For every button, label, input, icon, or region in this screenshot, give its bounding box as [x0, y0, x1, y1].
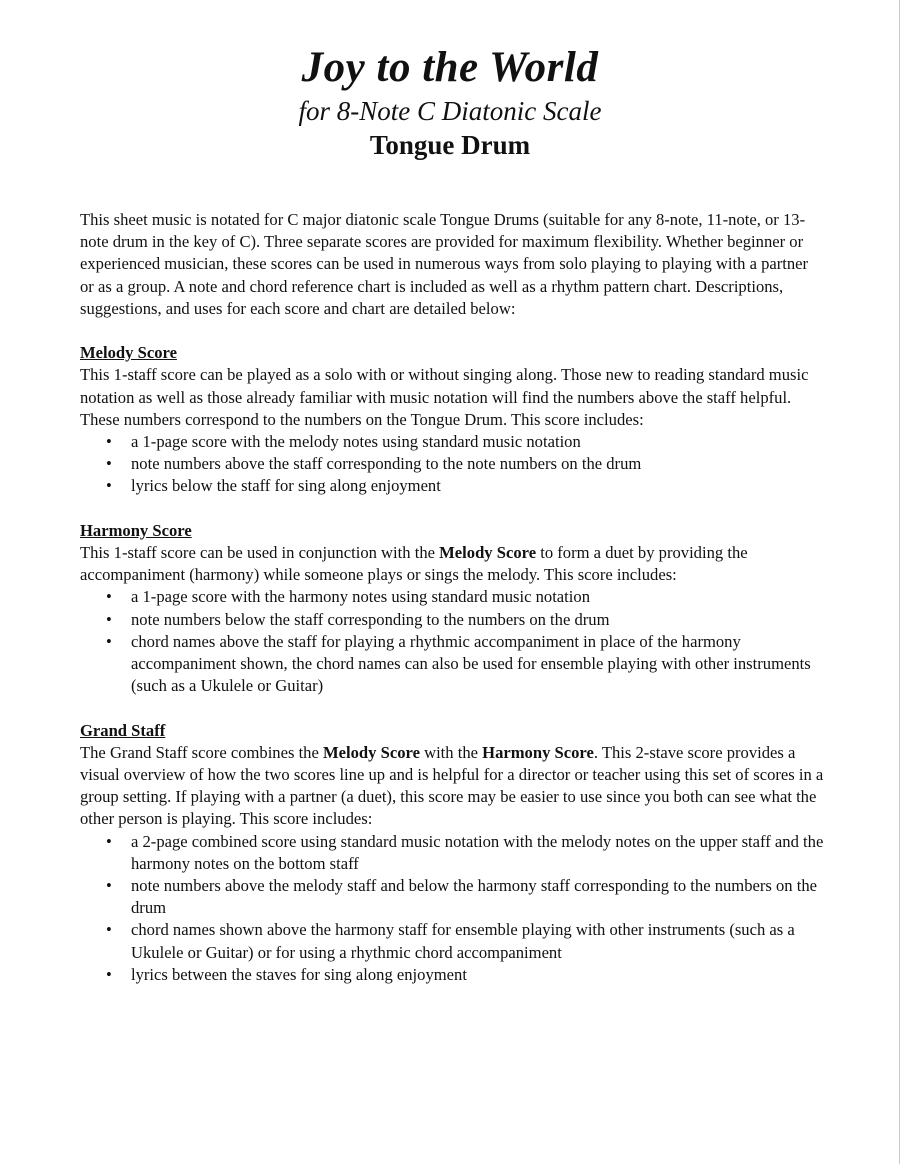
list-item: • a 1-page score with the harmony notes using standard music notation — [80, 586, 825, 608]
harmony-description — [80, 542, 825, 586]
grand-staff-heading: Grand Staff — [80, 720, 166, 740]
list-item: • note numbers below the staff corresponding to the numbers on the drum — [80, 609, 825, 631]
melody-score-ref: Melody Score — [323, 742, 420, 762]
list-item: • chord names shown above the harmony staff for ensemble playing with other instruments (such as a Ukulele or Guitar) or for using a rhythmic chord accompaniment — [80, 919, 825, 963]
list-item: • a 2-page combined score using standard music notation with the melody notes on the upper staff and the harmony notes on the bottom staff — [80, 831, 825, 875]
melody-score-ref: Melody Score — [439, 543, 537, 563]
grand-staff-section — [80, 720, 825, 986]
list-item: • lyrics between the staves for sing along enjoyment — [80, 964, 825, 986]
harmony-bullet-list — [80, 586, 825, 697]
harmony-heading: Harmony Score — [80, 520, 192, 540]
page-subtitle: for 8-Note C Diatonic Scale — [298, 96, 602, 126]
grand-text-part: with the — [419, 742, 483, 762]
grand-staff-description — [80, 742, 825, 831]
harmony-text-part: This 1-staff score can be used in conjunction with the — [80, 543, 440, 563]
intro-paragraph: This sheet music is notated for C major diatonic scale Tongue Drums (suitable for any 8-note, 11-note, or 13-note drum in the key of C). Three separate scores are provided for maximum flexibility. Whether beginner or experienced musician, these scores can be used in numerous ways from solo playing to playing with a partner or as a group. A note and chord reference chart is included as well as a rhythm pattern chart. Descriptions, suggestions, and uses for each score and chart are detailed below: — [80, 210, 809, 318]
melody-bullet-list — [80, 431, 825, 498]
instrument-heading: Tongue Drum — [369, 130, 531, 160]
grand-text-part: . This 2-stave score provides a visual overview of how the two scores line up and is helpful for a director or teacher using this set of scores in a group setting. If playing with a partner (a duet), this score may be easier to use since you both can see what the other person is playing. This score includes: — [80, 742, 824, 829]
melody-description: This 1-staff score can be played as a solo with or without singing along. Those new to reading standard music notation as well as those already familiar with music notation will find the numbers above the staff helpful. These numbers correspond to the numbers on the Tongue Drum. This score includes: — [80, 365, 809, 429]
harmony-text-part: to form a duet by providing the accompaniment (harmony) while someone plays or sings the melody. This score includes: — [80, 543, 748, 585]
list-item: • note numbers above the melody staff and below the harmony staff corresponding to the numbers on the drum — [80, 875, 825, 919]
document-body — [80, 209, 825, 1008]
list-item: • lyrics below the staff for sing along enjoyment — [80, 475, 825, 497]
list-item: • chord names above the staff for playing a rhythmic accompaniment in place of the harmony accompaniment shown, the chord names can also be used for ensemble playing with other instruments (such as a Ukulele or Guitar) — [80, 631, 825, 698]
list-item: • a 1-page score with the melody notes using standard music notation — [80, 431, 825, 453]
page-title: Joy to the World — [301, 44, 599, 91]
list-item: • note numbers above the staff corresponding to the note numbers on the drum — [80, 453, 825, 475]
harmony-score-ref: Harmony Score — [482, 742, 594, 762]
grand-staff-bullet-list — [80, 831, 825, 986]
melody-heading: Melody Score — [80, 343, 177, 363]
harmony-section — [80, 520, 825, 698]
grand-text-part: The Grand Staff score combines the — [80, 742, 323, 762]
melody-section — [80, 342, 825, 497]
